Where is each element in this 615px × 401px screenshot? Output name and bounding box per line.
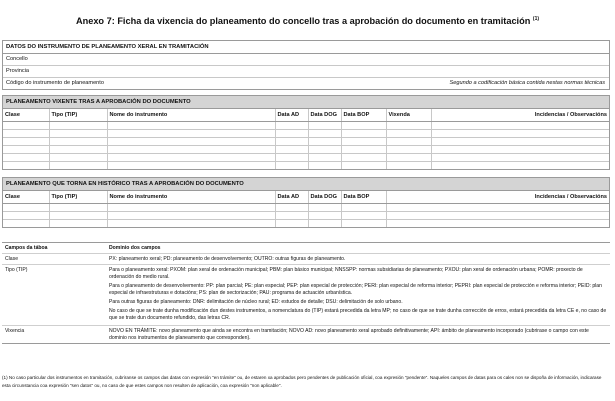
field-row-codigo: Código do instrumento de planeamento Segundo a codificación básica contida nestas normas técnicas: [3, 78, 609, 89]
field-row-concello: Concello: [3, 54, 609, 66]
table-row: [3, 138, 609, 146]
table-row: [3, 122, 609, 130]
historic-planning-table: [3, 191, 609, 227]
definition-row-clase: Clase PX: planeamento xeral; PD: planeamento de desenvolvemento; OUTRO: outras figuras de planeamento.: [2, 254, 610, 265]
table-row: [3, 212, 609, 220]
table-row: [3, 154, 609, 162]
field-definitions: [2, 242, 610, 344]
definition-row-tipo: Tipo (TIP) Para o planeamento xeral: PXOM: plan xeral de ordenación municipal; PBM: plan básico municipal; NNSSPP: normas subsidiarias de planeamento; PXOU: plan xeral de ordenación urbana; POMR: proxecto de ordenación do medio rural. Para o planeamento de desenvolvemento: PP: plan parcial; PE: plan especial; PEP: plan especial de protección; PERI: plan especial de reforma interior; PEPRI: plan especial de protección e reforma interior; PEID: plan especial de infraestruturas e dotacións; PS: plan de sectorización; PAU: programa de actuación urbanística. Para outras figuras de planeamento: DNR: delimitación de núcleo rural; ED: estudos de detalle; DSU: delimitación de solo urbano. No caso de que se trate dunha modificación dun destes instrumentos, a nomenclatura do (TIP) estará precedida da letra MP; no caso de que se trate dunha corrección de erros, estará precedida da letra CE e, no caso de que se trate dun documento refundido, das letras CR.: [2, 265, 610, 326]
table-row: [3, 146, 609, 154]
section-header: DATOS DO INSTRUMENTO DE PLANEAMENTO XERAL EN TRAMITACIÓN: [3, 41, 609, 54]
current-planning-section: [2, 95, 610, 170]
current-planning-table: [3, 109, 609, 169]
historic-planning-section: [2, 177, 610, 228]
table-header-row: Clase Tipo (TIP) Nome do instrumento Data AD Data DOG Data BOP Vixenda Incidencias / Observacións: [3, 109, 609, 122]
table-header-row: Clase Tipo (TIP) Nome do instrumento Data AD Data DOG Data BOP Incidencias / Observacións: [3, 191, 609, 204]
field-row-provincia: Provincia: [3, 66, 609, 78]
definition-row-vixencia: Vixencia NOVO EN TRÁMITE: novo planeamento que ainda se encontra en tramitación; NOVO AD: novo planeamento xeral aprobado definitivamente; API: ámbito de planeamento incorporado (cubrirase o campo con este dominio nos instrumentos de planeamento que corresponden).: [5, 327, 589, 341]
table-row: [3, 162, 609, 170]
codification-note: Segundo a codificación básica contida nestas normas técnicas: [449, 80, 605, 86]
definitions-header-row: Campos da táboa Dominio dos campos: [2, 243, 610, 254]
table-row: [3, 220, 609, 228]
footnote: (1) No caso particular dos instrumentos en tramitación, cubriranse os campos das datas con expresión "en trámite" ou, de estaren xa aprobados pero pendentes de publicación oficial, coa expresión "pendente". Naqueles campos de datas para os cales non se dispoña de información, indicarase esta circunstancia coa expresión "sen datos" ou, no caso de que estes campos non resulten de aplicación, coa expresión "non aplicable".: [2, 375, 602, 388]
table-row: [3, 130, 609, 138]
section-header: PLANEAMENTO VIXENTE TRAS A APROBACIÓN DO DOCUMENTO: [3, 96, 609, 109]
section-header: PLANEAMENTO QUE TORNA EN HISTÓRICO TRAS A APROBACIÓN DO DOCUMENTO: [3, 178, 609, 191]
table-row: [3, 204, 609, 212]
instrument-data-section: [2, 40, 610, 90]
page-title: Anexo 7: Ficha da vixencia do planeamento do concello tras a aprobación do documento en tramitación $^{(1)}$: [75, 16, 540, 27]
